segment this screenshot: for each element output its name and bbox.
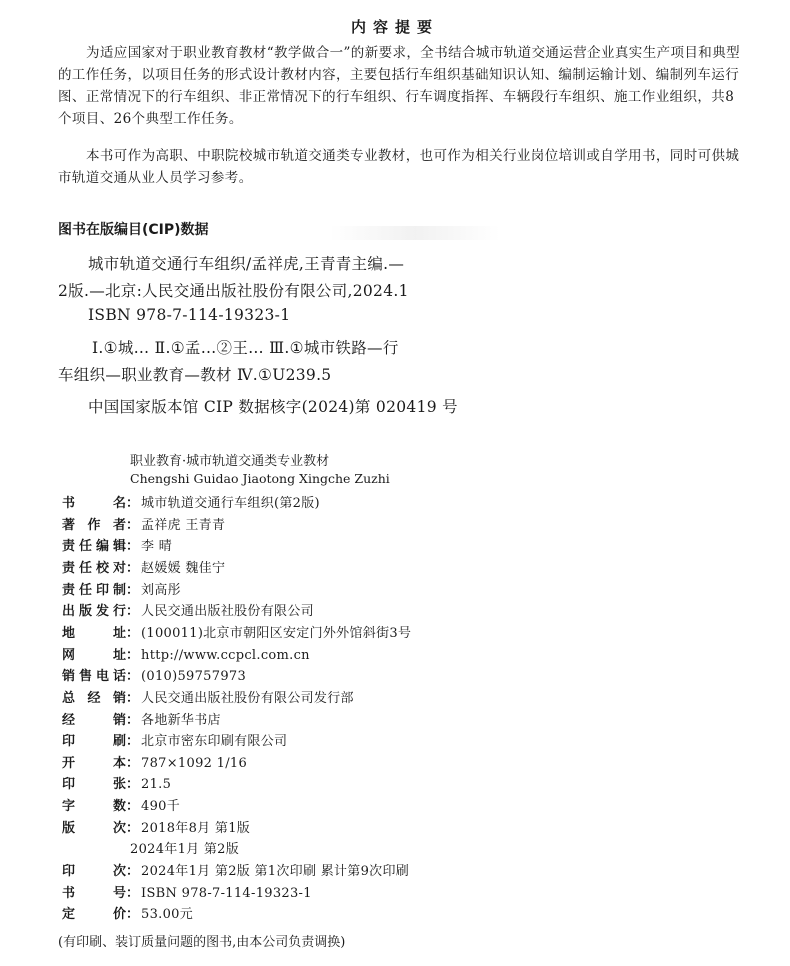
colophon-row — [62, 536, 172, 558]
colophon-value: 各地新华书店 — [141, 712, 221, 728]
colon: ： — [126, 734, 140, 750]
colophon-label: 印次 — [62, 864, 126, 880]
cip-line-3: ISBN 978-7-114-19323-1 — [88, 306, 291, 324]
page-title: 内容提要 — [350, 18, 439, 36]
colophon-row — [62, 688, 354, 710]
colophon-value: 城市轨道交通行车组织(第2版) — [141, 496, 320, 511]
colophon-row — [62, 774, 171, 796]
cip-heading: 图书在版编目(CIP)数据 — [58, 222, 209, 238]
summary-paragraph-1: 为适应国家对于职业教育教材“教学做合一”的新要求，全书结合城市轨道交通运营企业真实生产项目和典型的工作任务，以项目任务的形式设计教材内容，主要包括行车组织基础知识认知、编制运输计划、编制列车运行图、正常情况下的行车组织、非正常情况下的行车组织、行车调度指挥、车辆段行车组织、施工作业组织，共8个项目、26个典型工作任务。 — [58, 45, 741, 127]
cip-line-4: Ⅰ.①城… Ⅱ.①孟…②王… Ⅲ.①城市铁路—行 — [92, 339, 399, 357]
colon: ： — [126, 560, 140, 576]
colon: ： — [126, 496, 140, 511]
colophon-value: 赵媛媛 魏佳宁 — [141, 560, 226, 576]
colophon-value: (010)59757973 — [141, 669, 247, 685]
colophon-label: 版次 — [62, 820, 126, 836]
colon: ： — [126, 864, 140, 880]
quality-note: (有印刷、装订质量问题的图书,由本公司负责调换) — [58, 935, 346, 950]
colophon-row — [62, 558, 225, 580]
colon: ： — [126, 604, 140, 620]
colophon-row — [62, 818, 250, 840]
colophon-label: 责任校对 — [62, 560, 126, 576]
colophon-value: 787×1092 1/16 — [141, 755, 248, 771]
colophon-value: ISBN 978-7-114-19323-1 — [141, 885, 312, 901]
colophon-value: 刘高彤 — [141, 582, 181, 598]
cip-line-1: 城市轨道交通行车组织/孟祥虎,王青青主编.— — [88, 255, 405, 273]
summary-paragraph-2: 本书可作为高职、中职院校城市轨道交通类专业教材，也可作为相关行业岗位培训或自学用书，同时可供城市轨道交通从业人员学习参考。 — [58, 148, 740, 186]
colophon-label: 字数 — [62, 799, 126, 815]
cip-line-2: 2版.—北京:人民交通出版社股份有限公司,2024.1 — [58, 282, 409, 300]
colon: ： — [126, 777, 140, 793]
colon: ： — [126, 885, 140, 901]
colophon-value: 53.00元 — [141, 907, 194, 923]
colophon-label: 著作者 — [62, 517, 126, 533]
colophon-value: 490千 — [141, 799, 181, 815]
colophon-value: 2018年8月 第1版 — [141, 820, 251, 836]
colophon-value: 孟祥虎 王青青 — [141, 517, 226, 533]
colophon-label: 书名 — [62, 496, 126, 511]
colophon-row — [62, 883, 312, 905]
colophon-value: (100011)北京市朝阳区安定门外外馆斜街3号 — [141, 625, 412, 641]
colophon-label: 书号 — [62, 885, 126, 901]
colon: ： — [126, 539, 140, 555]
colon: ： — [126, 625, 140, 641]
colophon-label: 销售电话 — [62, 669, 126, 685]
colon: ： — [126, 690, 140, 706]
scan-smudge — [330, 226, 500, 240]
colon: ： — [126, 820, 140, 836]
colophon-row — [62, 861, 409, 883]
colophon-value: 人民交通出版社股份有限公司发行部 — [141, 690, 354, 706]
colophon-value: 李 晴 — [141, 539, 173, 555]
colophon-label: 经销 — [62, 712, 126, 728]
colon: ： — [126, 582, 140, 598]
colophon-value: 人民交通出版社股份有限公司 — [141, 604, 314, 620]
colon: ： — [126, 712, 140, 728]
colon: ： — [126, 907, 140, 923]
colon: ： — [126, 517, 140, 533]
colophon-row — [62, 731, 287, 753]
colophon-label: 定价 — [62, 907, 126, 923]
colophon-row — [62, 710, 221, 732]
colophon-row — [62, 796, 180, 818]
colon: ： — [126, 755, 140, 771]
colophon-label: 网址 — [62, 647, 126, 663]
colophon-value: 北京市密东印刷有限公司 — [141, 734, 288, 750]
colophon-row — [62, 904, 193, 926]
colophon-value: 2024年1月 第2版 第1次印刷 累计第9次印刷 — [141, 864, 410, 880]
colophon-row — [62, 645, 310, 667]
colophon-label: 开本 — [62, 755, 126, 771]
colophon-value: http://www.ccpcl.com.cn — [141, 647, 310, 663]
series-name: 职业教育·城市轨道交通类专业教材 — [130, 454, 330, 469]
colophon-label: 地址 — [62, 625, 126, 641]
cip-line-5: 车组织—职业教育—教材 Ⅳ.①U239.5 — [58, 366, 332, 384]
colophon-row — [62, 666, 246, 688]
colon: ： — [126, 647, 140, 663]
colophon-value: 21.5 — [141, 777, 172, 793]
colophon-value: 2024年1月 第2版 — [130, 842, 240, 858]
colon: ： — [126, 669, 140, 685]
colophon-label: 责任印制 — [62, 582, 126, 598]
colophon-row — [62, 601, 314, 623]
colophon-row — [130, 839, 239, 861]
colophon-label: 责任编辑 — [62, 539, 126, 555]
colophon-row — [62, 580, 181, 602]
colophon-label: 总经销 — [62, 690, 126, 706]
colon: ： — [126, 799, 140, 815]
cip-line-6: 中国国家版本馆 CIP 数据核字(2024)第 020419 号 — [88, 398, 458, 416]
colophon-label: 印张 — [62, 777, 126, 793]
colophon-row — [62, 493, 320, 515]
colophon-label: 出版发行 — [62, 604, 126, 620]
colophon-row — [62, 515, 225, 537]
colophon-row — [62, 623, 411, 645]
colophon-label: 印刷 — [62, 734, 126, 750]
title-pinyin: Chengshi Guidao Jiaotong Xingche Zuzhi — [130, 471, 390, 486]
colophon-row — [62, 753, 247, 775]
